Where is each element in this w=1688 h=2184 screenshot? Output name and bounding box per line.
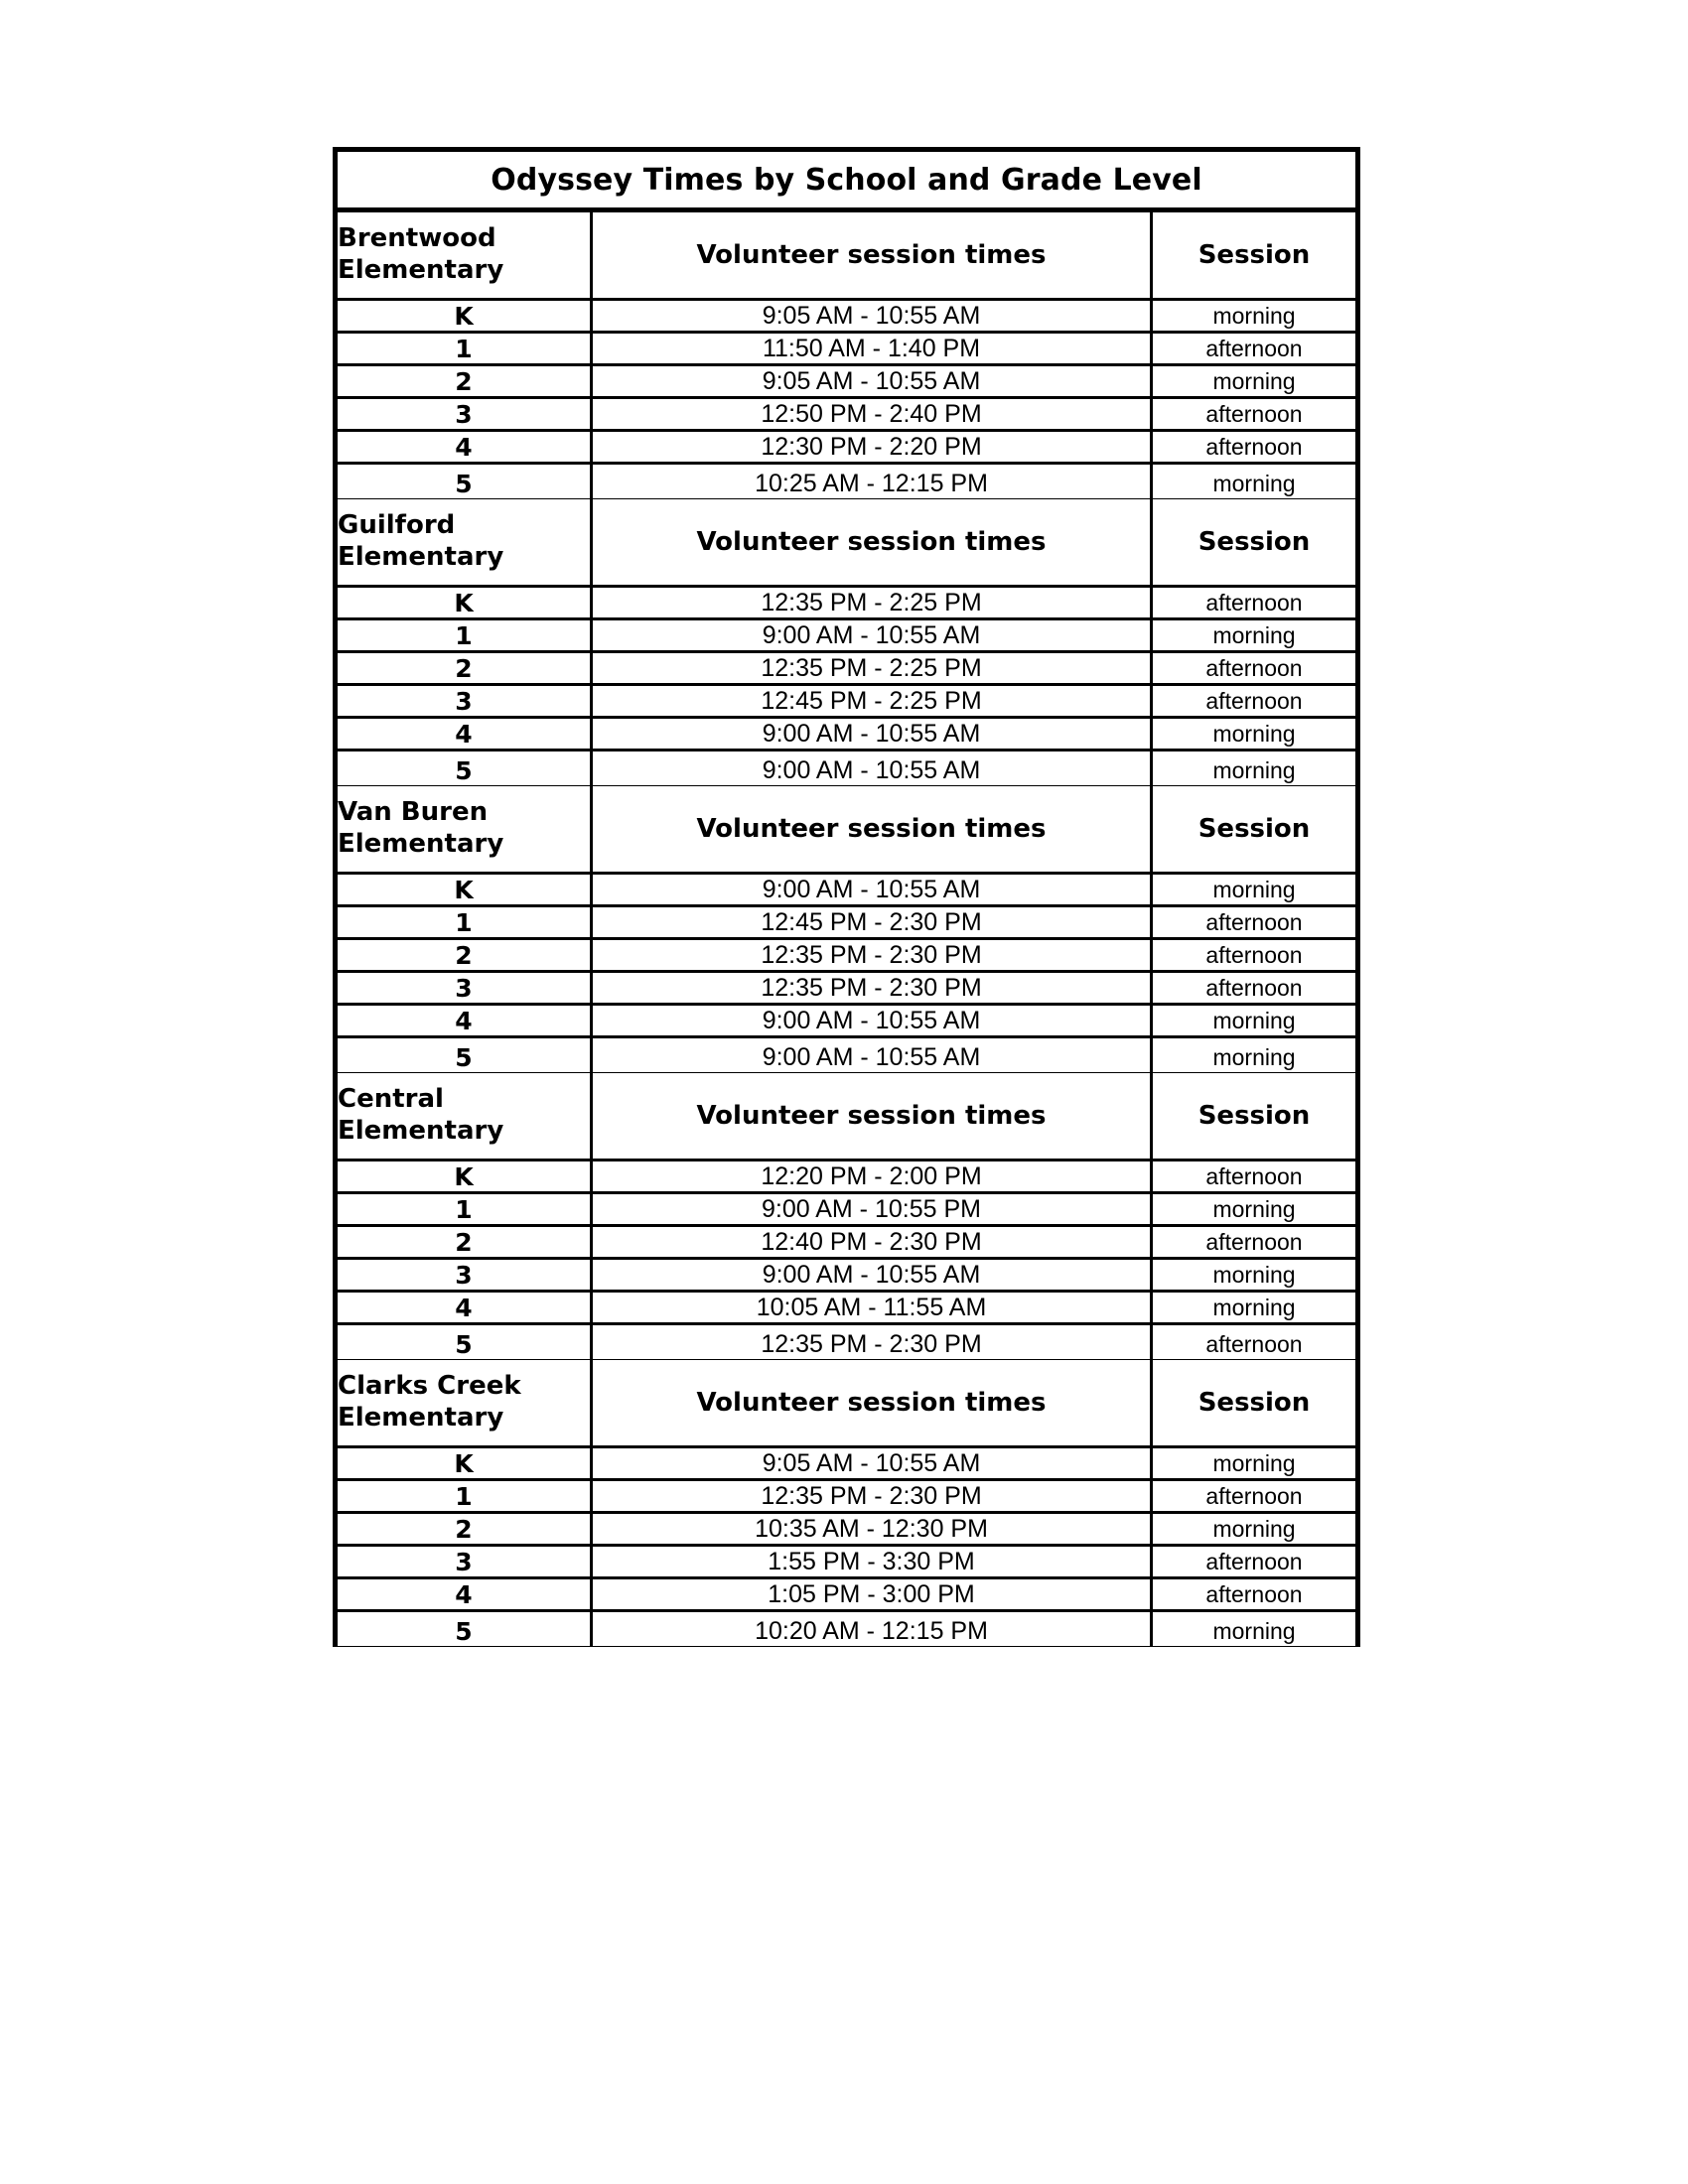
grade-cell: K xyxy=(336,587,592,619)
table-row xyxy=(336,1037,1358,1071)
grade-cell: 4 xyxy=(336,1292,592,1324)
grade-cell: 1 xyxy=(336,619,592,652)
school-name-cell xyxy=(336,784,592,874)
volunteer-session-times-header: Volunteer session times xyxy=(592,1358,1152,1447)
grade-cell: 1 xyxy=(336,906,592,939)
school-header-row xyxy=(336,784,1358,874)
grade-cell: 2 xyxy=(336,939,592,972)
grade-cell: 2 xyxy=(336,652,592,685)
table-row xyxy=(336,652,1358,685)
table-row xyxy=(336,972,1358,1005)
session-period-cell: afternoon xyxy=(1152,685,1358,718)
session-time-cell: 10:35 AM - 12:30 PM xyxy=(592,1513,1152,1546)
session-time-cell: 12:45 PM - 2:30 PM xyxy=(592,906,1152,939)
school-name-line-2: Elementary xyxy=(338,829,504,859)
session-period-cell: morning xyxy=(1152,1041,1358,1075)
session-period-cell: morning xyxy=(1152,1615,1358,1649)
grade-cell: 1 xyxy=(336,333,592,365)
table-row xyxy=(336,1005,1358,1037)
session-time-cell: 12:35 PM - 2:30 PM xyxy=(592,1328,1152,1362)
grade-cell: 5 xyxy=(336,1328,592,1362)
grade-cell: 5 xyxy=(336,468,592,501)
grade-cell: K xyxy=(336,1447,592,1480)
grade-cell: K xyxy=(336,1160,592,1193)
session-time-cell: 1:05 PM - 3:00 PM xyxy=(592,1578,1152,1611)
grade-cell: K xyxy=(336,300,592,333)
school-header-row xyxy=(336,1358,1358,1447)
school-name-cell xyxy=(336,210,592,300)
table-row xyxy=(336,939,1358,972)
session-header: Session xyxy=(1152,1358,1358,1447)
session-period-cell: afternoon xyxy=(1152,1226,1358,1259)
grade-cell: 4 xyxy=(336,718,592,751)
session-header: Session xyxy=(1152,210,1358,300)
school-name-line-1: Brentwood xyxy=(338,223,496,254)
session-period-cell: morning xyxy=(1152,754,1358,788)
grade-cell: 5 xyxy=(336,1615,592,1649)
session-time-cell: 9:00 AM - 10:55 AM xyxy=(592,619,1152,652)
grade-cell: 2 xyxy=(336,365,592,398)
volunteer-session-times-header: Volunteer session times xyxy=(592,784,1152,874)
table-row xyxy=(336,431,1358,464)
session-time-cell: 9:00 AM - 10:55 AM xyxy=(592,1005,1152,1037)
table-row xyxy=(336,1480,1358,1513)
school-name-cell xyxy=(336,1358,592,1447)
session-time-cell: 10:05 AM - 11:55 AM xyxy=(592,1292,1152,1324)
school-header-row xyxy=(336,1071,1358,1160)
school-name-line-1: Guilford xyxy=(338,510,456,541)
school-name-line-2: Elementary xyxy=(338,542,504,572)
session-time-cell: 9:00 AM - 10:55 AM xyxy=(592,754,1152,788)
school-header-row xyxy=(336,497,1358,587)
table-row xyxy=(336,398,1358,431)
table-row xyxy=(336,1578,1358,1611)
session-time-cell: 11:50 AM - 1:40 PM xyxy=(592,333,1152,365)
table-row xyxy=(336,751,1358,784)
school-name-line-2: Elementary xyxy=(338,1403,504,1433)
session-header: Session xyxy=(1152,1071,1358,1160)
session-time-cell: 10:25 AM - 12:15 PM xyxy=(592,468,1152,501)
session-period-cell: afternoon xyxy=(1152,587,1358,619)
session-period-cell: morning xyxy=(1152,619,1358,652)
grade-cell: 5 xyxy=(336,1041,592,1075)
school-name-line-1: Central xyxy=(338,1084,444,1115)
volunteer-session-times-header: Volunteer session times xyxy=(592,210,1152,300)
session-period-cell: afternoon xyxy=(1152,652,1358,685)
grade-cell: 1 xyxy=(336,1193,592,1226)
session-time-cell: 9:00 AM - 10:55 AM xyxy=(592,718,1152,751)
session-time-cell: 12:40 PM - 2:30 PM xyxy=(592,1226,1152,1259)
table-row xyxy=(336,1447,1358,1480)
table-row xyxy=(336,619,1358,652)
session-time-cell: 9:05 AM - 10:55 AM xyxy=(592,365,1152,398)
school-name-line-1: Clarks Creek xyxy=(338,1371,521,1402)
session-time-cell: 12:35 PM - 2:30 PM xyxy=(592,1480,1152,1513)
session-header: Session xyxy=(1152,784,1358,874)
session-period-cell: morning xyxy=(1152,1447,1358,1480)
session-period-cell: afternoon xyxy=(1152,1578,1358,1611)
session-period-cell: afternoon xyxy=(1152,431,1358,464)
volunteer-session-times-header: Volunteer session times xyxy=(592,497,1152,587)
session-period-cell: afternoon xyxy=(1152,972,1358,1005)
session-time-cell: 12:45 PM - 2:25 PM xyxy=(592,685,1152,718)
school-name-line-1: Van Buren xyxy=(338,797,489,828)
school-name-line-2: Elementary xyxy=(338,255,504,285)
table-row xyxy=(336,365,1358,398)
session-period-cell: morning xyxy=(1152,718,1358,751)
session-period-cell: afternoon xyxy=(1152,1546,1358,1578)
table-row xyxy=(336,464,1358,497)
session-time-cell: 9:00 AM - 10:55 AM xyxy=(592,1259,1152,1292)
session-time-cell: 12:35 PM - 2:25 PM xyxy=(592,587,1152,619)
school-name-cell xyxy=(336,497,592,587)
school-name-line-2: Elementary xyxy=(338,1116,504,1146)
grade-cell: 1 xyxy=(336,1480,592,1513)
table-row xyxy=(336,1226,1358,1259)
grade-cell: K xyxy=(336,874,592,906)
session-period-cell: morning xyxy=(1152,468,1358,501)
session-time-cell: 12:35 PM - 2:30 PM xyxy=(592,939,1152,972)
session-time-cell: 9:05 AM - 10:55 AM xyxy=(592,1447,1152,1480)
table-row xyxy=(336,1259,1358,1292)
session-period-cell: morning xyxy=(1152,1292,1358,1324)
session-time-cell: 9:05 AM - 10:55 AM xyxy=(592,300,1152,333)
session-period-cell: afternoon xyxy=(1152,939,1358,972)
table-row xyxy=(336,333,1358,365)
table-row xyxy=(336,1611,1358,1645)
grade-cell: 2 xyxy=(336,1226,592,1259)
grade-cell: 3 xyxy=(336,1546,592,1578)
table-title-row xyxy=(336,150,1358,210)
table-row xyxy=(336,685,1358,718)
session-period-cell: morning xyxy=(1152,1193,1358,1226)
table-row xyxy=(336,587,1358,619)
session-time-cell: 9:00 AM - 10:55 AM xyxy=(592,874,1152,906)
table-row xyxy=(336,300,1358,333)
table-row xyxy=(336,1292,1358,1324)
grade-cell: 4 xyxy=(336,1005,592,1037)
session-time-cell: 12:35 PM - 2:30 PM xyxy=(592,972,1152,1005)
session-time-cell: 10:20 AM - 12:15 PM xyxy=(592,1615,1152,1649)
grade-cell: 4 xyxy=(336,1578,592,1611)
session-period-cell: morning xyxy=(1152,300,1358,333)
grade-cell: 3 xyxy=(336,398,592,431)
session-period-cell: morning xyxy=(1152,1005,1358,1037)
table-row xyxy=(336,874,1358,906)
table-row xyxy=(336,1193,1358,1226)
session-time-cell: 12:30 PM - 2:20 PM xyxy=(592,431,1152,464)
grade-cell: 3 xyxy=(336,685,592,718)
session-period-cell: afternoon xyxy=(1152,1160,1358,1193)
session-time-cell: 12:50 PM - 2:40 PM xyxy=(592,398,1152,431)
table-row xyxy=(336,1324,1358,1358)
session-time-cell: 12:35 PM - 2:25 PM xyxy=(592,652,1152,685)
grade-cell: 4 xyxy=(336,431,592,464)
session-period-cell: afternoon xyxy=(1152,333,1358,365)
session-time-cell: 12:20 PM - 2:00 PM xyxy=(592,1160,1152,1193)
document-title: Odyssey Times by School and Grade Level xyxy=(336,150,1358,210)
school-name-cell xyxy=(336,1071,592,1160)
session-period-cell: afternoon xyxy=(1152,398,1358,431)
session-period-cell: morning xyxy=(1152,1259,1358,1292)
grade-cell: 2 xyxy=(336,1513,592,1546)
session-period-cell: afternoon xyxy=(1152,1328,1358,1362)
table-row xyxy=(336,1546,1358,1578)
odyssey-times-table xyxy=(333,147,1360,1647)
session-period-cell: afternoon xyxy=(1152,1480,1358,1513)
session-period-cell: morning xyxy=(1152,1513,1358,1546)
volunteer-session-times-header: Volunteer session times xyxy=(592,1071,1152,1160)
table-row xyxy=(336,1513,1358,1546)
session-period-cell: morning xyxy=(1152,874,1358,906)
session-time-cell: 1:55 PM - 3:30 PM xyxy=(592,1546,1152,1578)
table-row xyxy=(336,906,1358,939)
grade-cell: 3 xyxy=(336,972,592,1005)
grade-cell: 3 xyxy=(336,1259,592,1292)
grade-cell: 5 xyxy=(336,754,592,788)
school-header-row xyxy=(336,210,1358,300)
table-row xyxy=(336,718,1358,751)
session-time-cell: 9:00 AM - 10:55 AM xyxy=(592,1041,1152,1075)
table-body xyxy=(336,150,1358,1645)
table-row xyxy=(336,1160,1358,1193)
session-period-cell: afternoon xyxy=(1152,906,1358,939)
session-period-cell: morning xyxy=(1152,365,1358,398)
session-time-cell: 9:00 AM - 10:55 PM xyxy=(592,1193,1152,1226)
session-header: Session xyxy=(1152,497,1358,587)
